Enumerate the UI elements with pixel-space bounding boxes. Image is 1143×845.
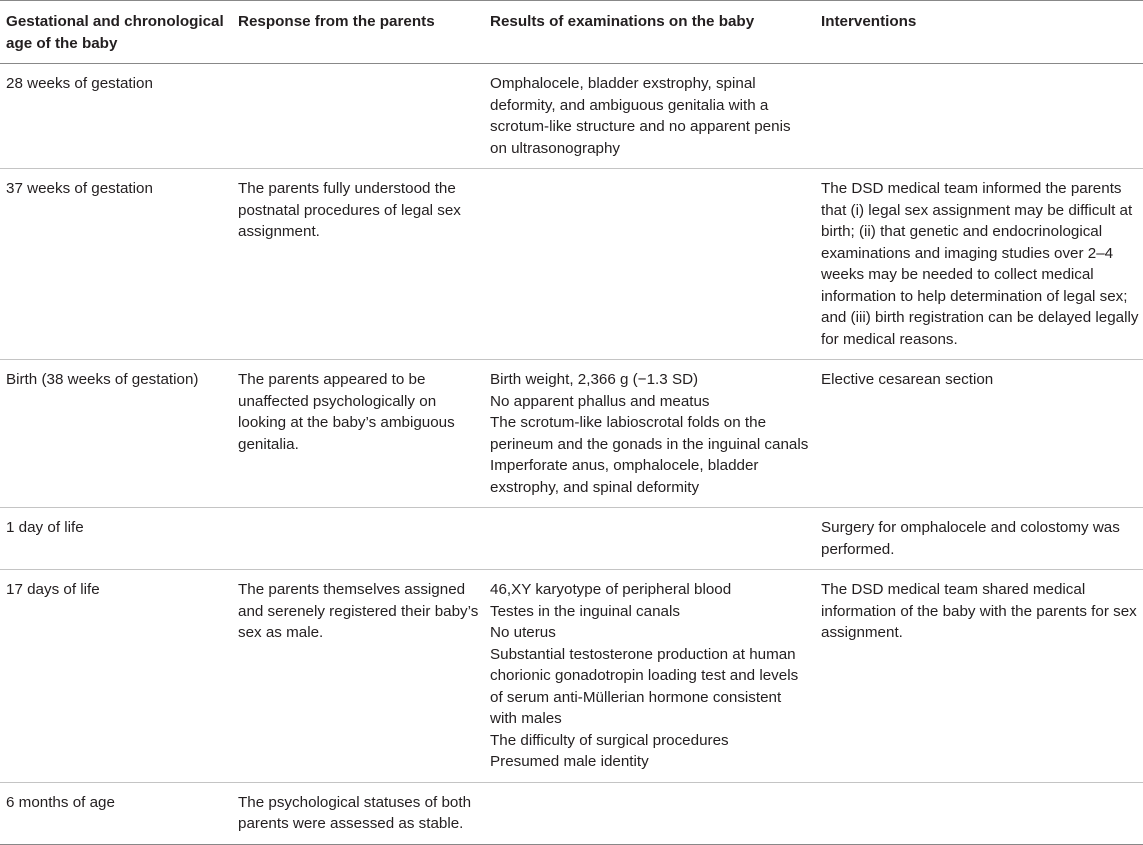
- cell-response: [232, 64, 484, 169]
- cell-results: [484, 508, 815, 570]
- cell-age: 37 weeks of gestation: [0, 169, 232, 360]
- table-row: [0, 169, 1143, 360]
- cell-results: [484, 169, 815, 360]
- cell-results: [484, 570, 815, 783]
- result-line: Birth weight, 2,366 g (−1.3 SD): [490, 371, 699, 388]
- result-line: 46,XY karyotype of peripheral blood: [490, 581, 732, 598]
- cell-results: [484, 782, 815, 844]
- table-row: [0, 64, 1143, 169]
- cell-interventions: [815, 782, 1143, 844]
- header-interventions: Interventions: [815, 1, 1143, 64]
- result-line: Imperforate anus, omphalocele, bladder exstrophy, and spinal deformity: [490, 457, 759, 496]
- cell-response: The parents appeared to be unaffected psychologically on looking at the baby’s ambiguous genitalia.: [232, 360, 484, 508]
- result-line: The scrotum-like labioscrotal folds on the perineum and the gonads in the inguinal canals: [490, 414, 809, 453]
- header-results: Results of examinations on the baby: [484, 1, 815, 64]
- cell-response: The psychological statuses of both parents were assessed as stable.: [232, 782, 484, 844]
- result-line: Omphalocele, bladder exstrophy, spinal deformity, and ambiguous genitalia with a scrotum-like structure and no apparent penis on ultrasonography: [490, 75, 791, 157]
- cell-interventions: [815, 64, 1143, 169]
- cell-response: The parents themselves assigned and serenely registered their baby’s sex as male.: [232, 570, 484, 783]
- table-row: [0, 570, 1143, 783]
- cell-interventions: The DSD medical team informed the parents that (i) legal sex assignment may be difficult at birth; (ii) that genetic and endocrinological examinations and imaging studies over 2–4 weeks may be needed to collect medical information to help determination of legal sex; and (iii) birth registration can be delayed legally for medical reasons.: [815, 169, 1143, 360]
- cell-age: 1 day of life: [0, 508, 232, 570]
- cell-age: Birth (38 weeks of gestation): [0, 360, 232, 508]
- cell-age: 28 weeks of gestation: [0, 64, 232, 169]
- cell-age: 17 days of life: [0, 570, 232, 783]
- result-line: Testes in the inguinal canals: [490, 602, 680, 620]
- cell-response: The parents fully understood the postnatal procedures of legal sex assignment.: [232, 169, 484, 360]
- cell-results: [484, 360, 815, 508]
- header-row: [0, 1, 1143, 64]
- header-age: Gestational and chronological age of the baby: [0, 1, 232, 64]
- cell-interventions: The DSD medical team shared medical information of the baby with the parents for sex assignment.: [815, 570, 1143, 783]
- cell-age: 6 months of age: [0, 782, 232, 844]
- table-row: [0, 360, 1143, 508]
- result-line: Substantial testosterone production at human chorionic gonadotropin loading test and levels of serum anti-Müllerian hormone consistent with males: [490, 645, 799, 727]
- header-response: Response from the parents: [232, 1, 484, 64]
- result-line: The difficulty of surgical procedures: [490, 731, 729, 749]
- table-row: [0, 508, 1143, 570]
- result-line: No uterus: [490, 624, 556, 641]
- cell-results: [484, 64, 815, 169]
- result-line: No apparent phallus and meatus: [490, 392, 710, 410]
- cell-interventions: Surgery for omphalocele and colostomy was performed.: [815, 508, 1143, 570]
- cell-response: [232, 508, 484, 570]
- table-row: [0, 782, 1143, 844]
- result-line: Presumed male identity: [490, 753, 649, 770]
- cell-interventions: Elective cesarean section: [815, 360, 1143, 508]
